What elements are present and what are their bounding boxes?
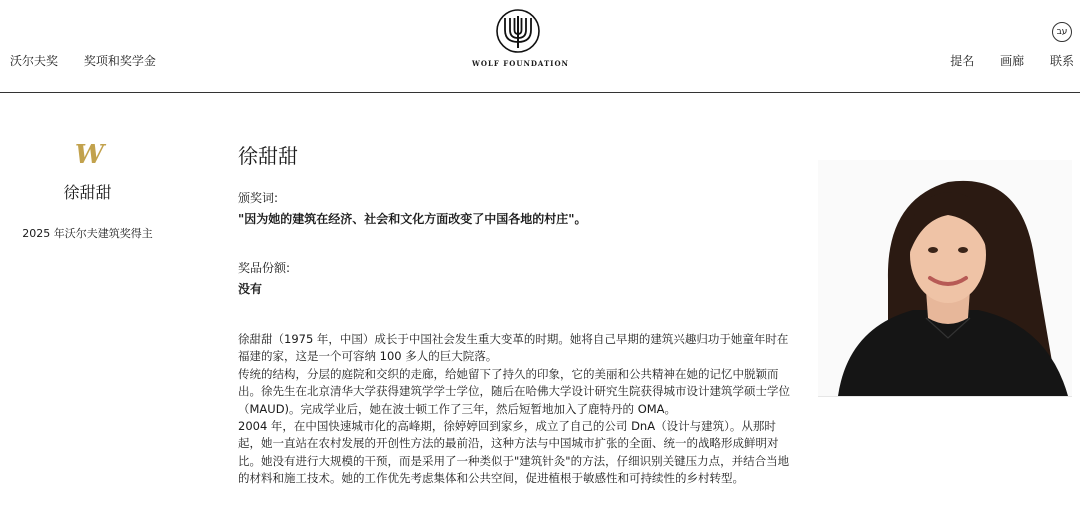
bio-paragraph: 传统的结构，分层的庭院和交织的走廊，给她留下了持久的印象，它的美丽和公共精神在她的记忆中脱颖而出。徐先生在北京清华大学获得建筑学学士学位，随后在哈佛大学设计研究生院获得城市设计建筑学硕士学位（MAUD)。完成学业后，她在波士顿工作了三年，然后短暂地加入了鹿特丹的 OMA。 <box>238 366 790 416</box>
bio-paragraph: 徐甜甜（1975 年，中国）成长于中国社会发生重大变革的时期。她将自己早期的建筑兴趣归功于她童年时在福建的家，这是一个可容纳 100 多人的巨大院落。 <box>238 332 789 364</box>
biography <box>238 331 794 488</box>
language-toggle[interactable]: עב <box>1052 22 1072 42</box>
menorah-logo-icon <box>494 8 542 54</box>
citation-label: 颁奖词: <box>238 191 279 205</box>
citation-section <box>238 189 798 227</box>
bio-paragraph: 2004 年，在中国快速城市化的高峰期，徐婷婷回到家乡，成立了自己的公司 DnA（设计与建筑）。从那时起，她一直站在农村发展的开创性方法的最前沿，这种方法与中国城市扩张的全面、统一的战略形成鲜明对比。她没有进行大规模的干预，而是采用了一种类似于"建筑针灸"的方法，仔细识别关键压力点，并结合当地的材料和施工技术。她的工作优先考虑集体和公共空间，促进植根于敏感性和可持续性的乡村转型。 <box>238 419 790 486</box>
nav-item-prizes-scholarships[interactable]: 奖项和奖学金 <box>83 54 156 68</box>
laureate-main <box>238 140 798 488</box>
nav-item-nominate[interactable]: 提名 <box>950 54 975 68</box>
laureate-sidebar <box>0 140 175 241</box>
monogram-letter: W <box>74 140 101 170</box>
page-title: 徐甜甜 <box>238 144 298 168</box>
prize-share-section <box>238 259 798 297</box>
prize-share-label: 奖品份额: <box>238 261 291 275</box>
wolf-monogram-icon <box>0 140 175 170</box>
wolf-foundation-logo[interactable] <box>472 8 569 68</box>
laureate-photo <box>818 160 1072 396</box>
logo-text: WOLF FOUNDATION <box>472 59 569 68</box>
nav-left <box>10 52 178 69</box>
sidebar-laureate-name: 徐甜甜 <box>63 183 112 202</box>
photo-divider <box>818 396 1072 397</box>
nav-item-gallery[interactable]: 画廊 <box>1000 54 1025 68</box>
sidebar-laureate-role: 2025 年沃尔夫建筑奖得主 <box>22 227 153 240</box>
site-header <box>0 0 1080 93</box>
nav-item-wolf-prize[interactable]: 沃尔夫奖 <box>10 54 59 68</box>
nav-item-contact[interactable]: 联系 <box>1049 54 1074 68</box>
portrait-image <box>818 160 1072 396</box>
citation-value: "因为她的建筑在经济、社会和文化方面改变了中国各地的村庄"。 <box>238 212 587 226</box>
nav-right <box>928 52 1074 69</box>
prize-share-value: 没有 <box>238 282 263 296</box>
